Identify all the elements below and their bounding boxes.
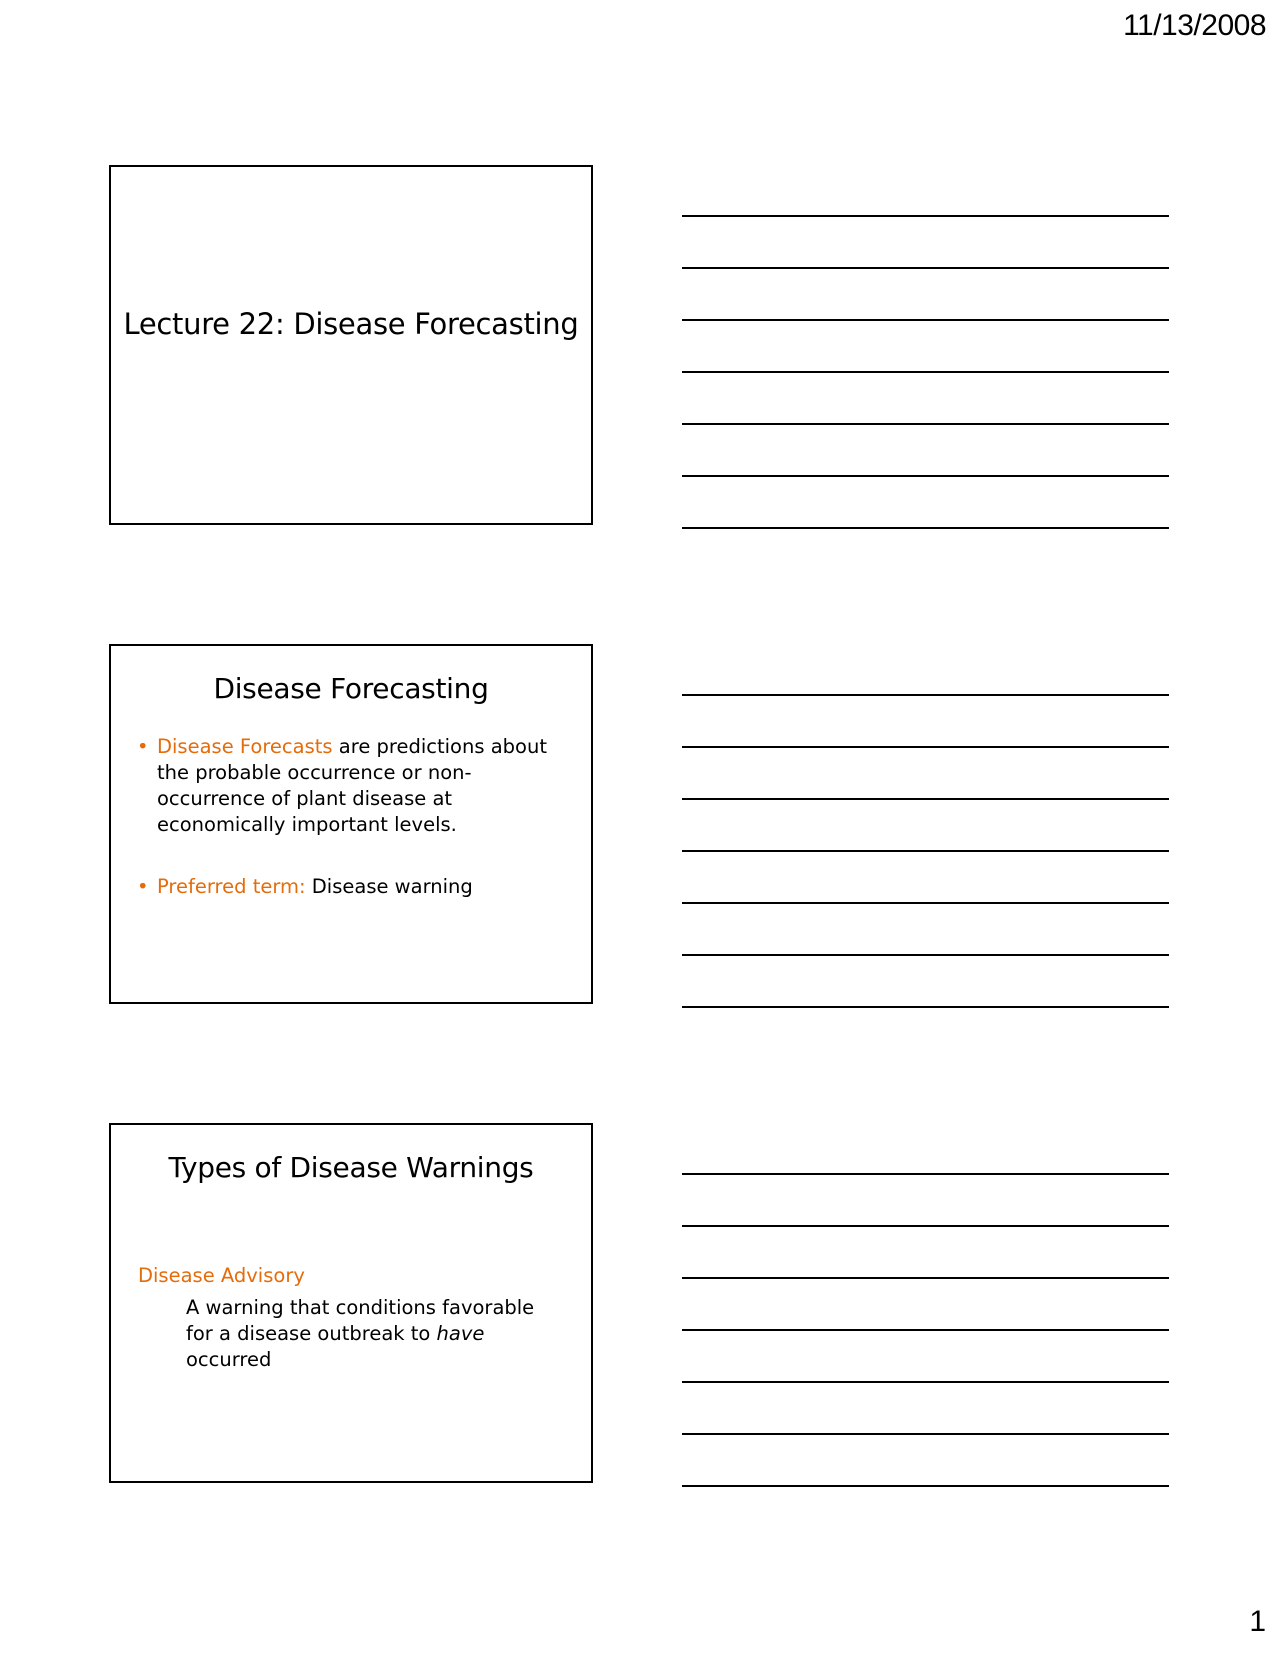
note-line: [682, 527, 1169, 529]
note-line: [682, 1433, 1169, 1435]
note-line: [682, 475, 1169, 477]
bullet-highlight: Preferred term:: [157, 875, 306, 898]
note-line: [682, 1329, 1169, 1331]
bullet-text: are predictions about the probable occurrence or non-occurrence of plant disease at economically important levels.: [157, 735, 547, 836]
page-number: 1: [1249, 1605, 1266, 1638]
disease-advisory-term: Disease Advisory: [138, 1264, 305, 1287]
bullet-dot-icon: •: [137, 735, 149, 758]
note-line: [682, 423, 1169, 425]
note-line: [682, 850, 1169, 852]
bullet-item: [137, 734, 573, 838]
note-line: [682, 1225, 1169, 1227]
bullet-item: [137, 874, 573, 900]
disease-advisory-definition: [186, 1295, 561, 1373]
bullet-highlight: Disease Forecasts: [157, 735, 333, 758]
note-line: [682, 694, 1169, 696]
slide-2-title: Disease Forecasting: [213, 672, 489, 705]
definition-emphasis: have: [436, 1322, 485, 1345]
note-line: [682, 267, 1169, 269]
slide-2-bullet-list: [137, 734, 573, 936]
slide-3: [109, 1123, 593, 1483]
note-line: [682, 371, 1169, 373]
note-line: [682, 215, 1169, 217]
note-line: [682, 798, 1169, 800]
page-date: 11/13/2008: [1123, 9, 1266, 42]
note-line: [682, 1277, 1169, 1279]
definition-text-end: occurred: [186, 1348, 272, 1371]
note-line: [682, 902, 1169, 904]
note-line: [682, 1381, 1169, 1383]
note-line: [682, 1173, 1169, 1175]
note-line: [682, 954, 1169, 956]
bullet-dot-icon: •: [137, 875, 149, 898]
note-line: [682, 1006, 1169, 1008]
note-line: [682, 319, 1169, 321]
note-line: [682, 746, 1169, 748]
bullet-text: Disease warning: [305, 875, 473, 898]
slide-1-title: Lecture 22: Disease Forecasting: [123, 307, 579, 341]
definition-text: A warning that conditions favorable for a disease outbreak to: [186, 1296, 535, 1345]
note-line: [682, 1485, 1169, 1487]
slide-3-title: Types of Disease Warnings: [168, 1151, 534, 1184]
slide-1: [109, 165, 593, 525]
slide-2: [109, 644, 593, 1004]
